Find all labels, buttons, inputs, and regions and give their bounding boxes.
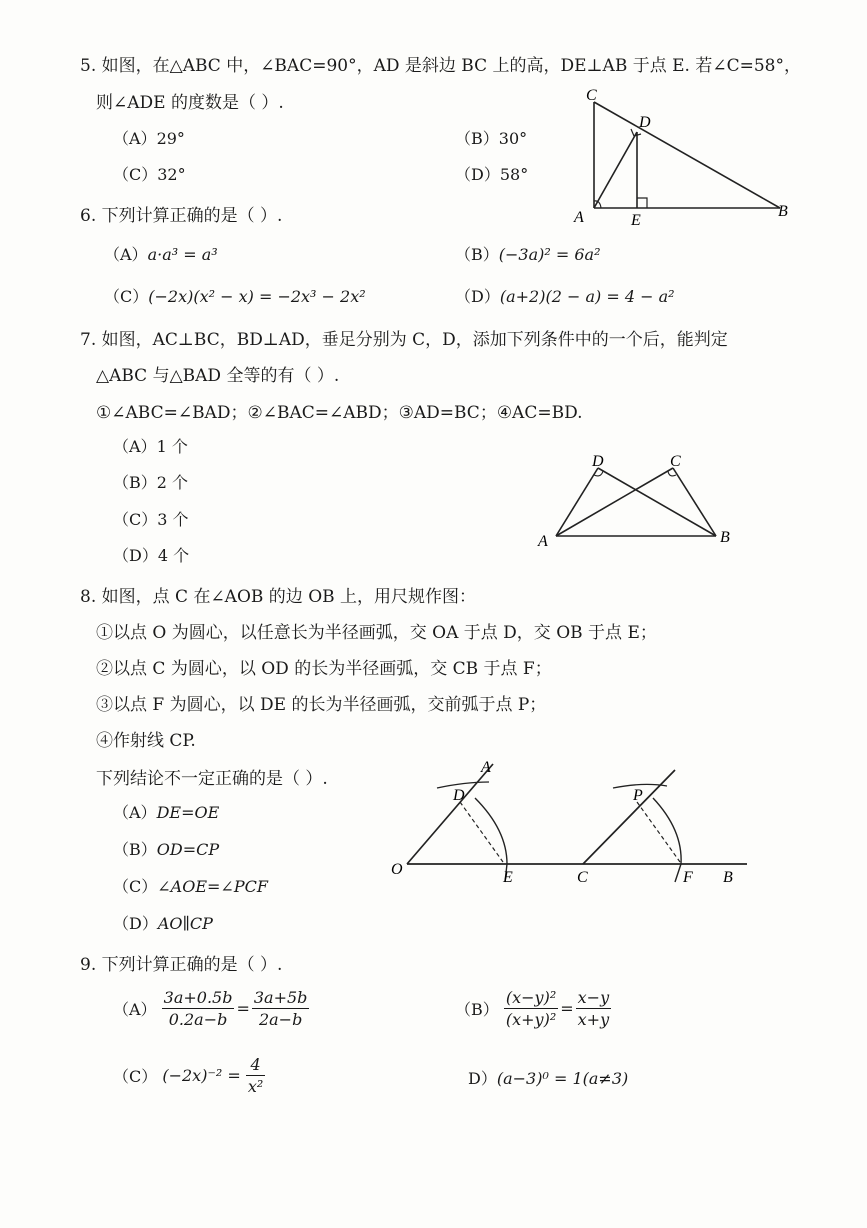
option-text: (a−3)⁰ = 1(a≠3) [496, 1069, 629, 1088]
q7-conditions: ①∠ABC=∠BAD；②∠BAC=∠ABD；③AD=BC；④AC=BD. [96, 403, 583, 423]
q7-label-d: D [592, 453, 604, 470]
q7-option-a[interactable] [113, 434, 188, 457]
q5-option-d[interactable] [455, 162, 528, 185]
q8-label-p: P [633, 787, 643, 804]
option-label: （C） [113, 510, 158, 529]
option-text: 32° [157, 165, 186, 184]
option-label: D） [468, 1069, 497, 1088]
q7-label-c: C [670, 453, 681, 470]
q7-triangles-figure [530, 448, 750, 553]
equals-sign: = [560, 999, 574, 1018]
q7-option-d[interactable] [113, 543, 189, 566]
option-text: 1 个 [156, 437, 188, 456]
option-text: 4 个 [157, 546, 190, 565]
option-label: （D） [113, 914, 158, 933]
q8-label-a: A [481, 759, 491, 776]
q8-option-b[interactable] [113, 837, 219, 860]
q8-label-d: D [453, 787, 465, 804]
q8-option-d[interactable] [113, 911, 213, 934]
denominator: 0.2a−b [168, 1010, 228, 1029]
option-label: （A） [113, 437, 157, 456]
q6-option-c[interactable] [104, 284, 366, 307]
q7-stem-line2: △ABC 与△BAD 全等的有（ ）. [96, 366, 340, 386]
q6-option-b[interactable] [455, 242, 601, 265]
option-label: （B） [455, 1000, 499, 1019]
numerator: 3a+0.5b [163, 988, 233, 1007]
q7-option-b[interactable] [113, 470, 188, 493]
option-label: （C） [113, 877, 158, 896]
q7-label-a: A [538, 533, 548, 550]
q8-label-f: F [683, 869, 693, 886]
option-text: 3 个 [157, 510, 189, 529]
q9-option-a[interactable] [113, 988, 309, 1029]
q8-option-c[interactable] [113, 874, 268, 897]
option-label: （B） [113, 840, 157, 859]
option-text: (−3a)² = 6a² [498, 245, 601, 264]
q5-label-c: C [586, 87, 597, 104]
q8-label-e: E [503, 869, 513, 886]
denominator: (x+y)² [505, 1010, 557, 1029]
q5-label-e: E [631, 212, 641, 229]
option-text: DE=OE [156, 803, 220, 822]
q8-stem: 8. 如图，点 C 在∠AOB 的边 OB 上，用尺规作图： [80, 587, 477, 607]
numerator: (x−y)² [505, 988, 557, 1007]
option-text: 29° [156, 129, 185, 148]
fraction [252, 988, 310, 1029]
q5-label-a: A [574, 209, 584, 226]
q9-option-d[interactable] [468, 1066, 628, 1089]
fraction [246, 1055, 265, 1096]
q5-option-b[interactable] [455, 126, 527, 149]
fraction [504, 988, 558, 1029]
q8-step-4: ④作射线 CP. [96, 731, 196, 751]
option-text: a·a³ = a³ [147, 245, 218, 264]
q5-label-d: D [639, 114, 651, 131]
q8-step-3: ③以点 F 为圆心，以 DE 的长为半径画弧，交前弧于点 P； [96, 695, 547, 715]
option-label: （D） [113, 546, 158, 565]
q8-step-1: ①以点 O 为圆心，以任意长为半径画弧，交 OA 于点 D，交 OB 于点 E； [96, 623, 657, 643]
option-text: 58° [499, 165, 529, 184]
option-label: （C） [104, 287, 149, 306]
q5-triangle-figure [560, 80, 800, 230]
option-label: （A） [113, 1000, 157, 1019]
option-lhs: (−2x)⁻² = [162, 1066, 241, 1085]
q7-stem-line1: 7. 如图，AC⊥BC，BD⊥AD，垂足分别为 C，D，添加下列条件中的一个后，能判定 [80, 330, 728, 350]
option-text: (−2x)(x² − x) = −2x³ − 2x² [148, 287, 366, 306]
option-label: （B） [455, 245, 499, 264]
option-text: (a+2)(2 − a) = 4 − a² [499, 287, 675, 306]
option-label: （D） [455, 287, 500, 306]
option-text: OD=CP [156, 840, 220, 859]
option-text: 30° [498, 129, 528, 148]
q6-option-a[interactable] [104, 242, 218, 265]
q7-option-c[interactable] [113, 507, 189, 530]
q6-option-d[interactable] [455, 284, 675, 307]
q8-option-a[interactable] [113, 800, 219, 823]
option-label: （B） [455, 129, 499, 148]
denominator: x+y [577, 1010, 610, 1029]
q5-option-c[interactable] [113, 162, 186, 185]
option-label: （B） [113, 473, 157, 492]
q9-stem: 9. 下列计算正确的是（ ）. [80, 955, 283, 975]
option-label: （C） [113, 1067, 158, 1086]
q9-option-c[interactable] [113, 1055, 265, 1096]
option-label: （D） [455, 165, 500, 184]
denominator: x² [247, 1077, 264, 1096]
q8-label-o: O [391, 861, 403, 878]
q5-stem-line2: 则∠ADE 的度数是（ ）. [96, 93, 284, 113]
fraction [576, 988, 611, 1029]
numerator: x−y [577, 988, 610, 1007]
option-label: （A） [104, 245, 148, 264]
option-label: （C） [113, 165, 158, 184]
q6-stem: 6. 下列计算正确的是（ ）. [80, 206, 283, 226]
q5-stem-line1: 5. 如图，在△ABC 中，∠BAC=90°，AD 是斜边 BC 上的高，DE⊥AB 于点 E. 若∠C=58°， [80, 56, 801, 76]
equals-sign: = [236, 999, 250, 1018]
q9-option-b[interactable] [455, 988, 611, 1029]
option-text: ∠AOE=∠PCF [157, 877, 268, 896]
numerator: 3a+5b [253, 988, 308, 1007]
q5-option-a[interactable] [113, 126, 185, 149]
q8-question: 下列结论不一定正确的是（ ）. [96, 769, 328, 789]
q8-construction-figure [385, 752, 755, 892]
denominator: 2a−b [258, 1010, 303, 1029]
option-text: AO∥CP [157, 914, 213, 933]
numerator: 4 [246, 1055, 265, 1076]
fraction [162, 988, 235, 1029]
q5-label-b: B [778, 203, 788, 220]
q8-label-c: C [577, 869, 588, 886]
option-label: （A） [113, 129, 157, 148]
q7-label-b: B [720, 529, 730, 546]
option-label: （A） [113, 803, 157, 822]
q8-label-b: B [723, 869, 733, 886]
option-text: 2 个 [156, 473, 189, 492]
q8-step-2: ②以点 C 为圆心，以 OD 的长为半径画弧，交 CB 于点 F； [96, 659, 552, 679]
